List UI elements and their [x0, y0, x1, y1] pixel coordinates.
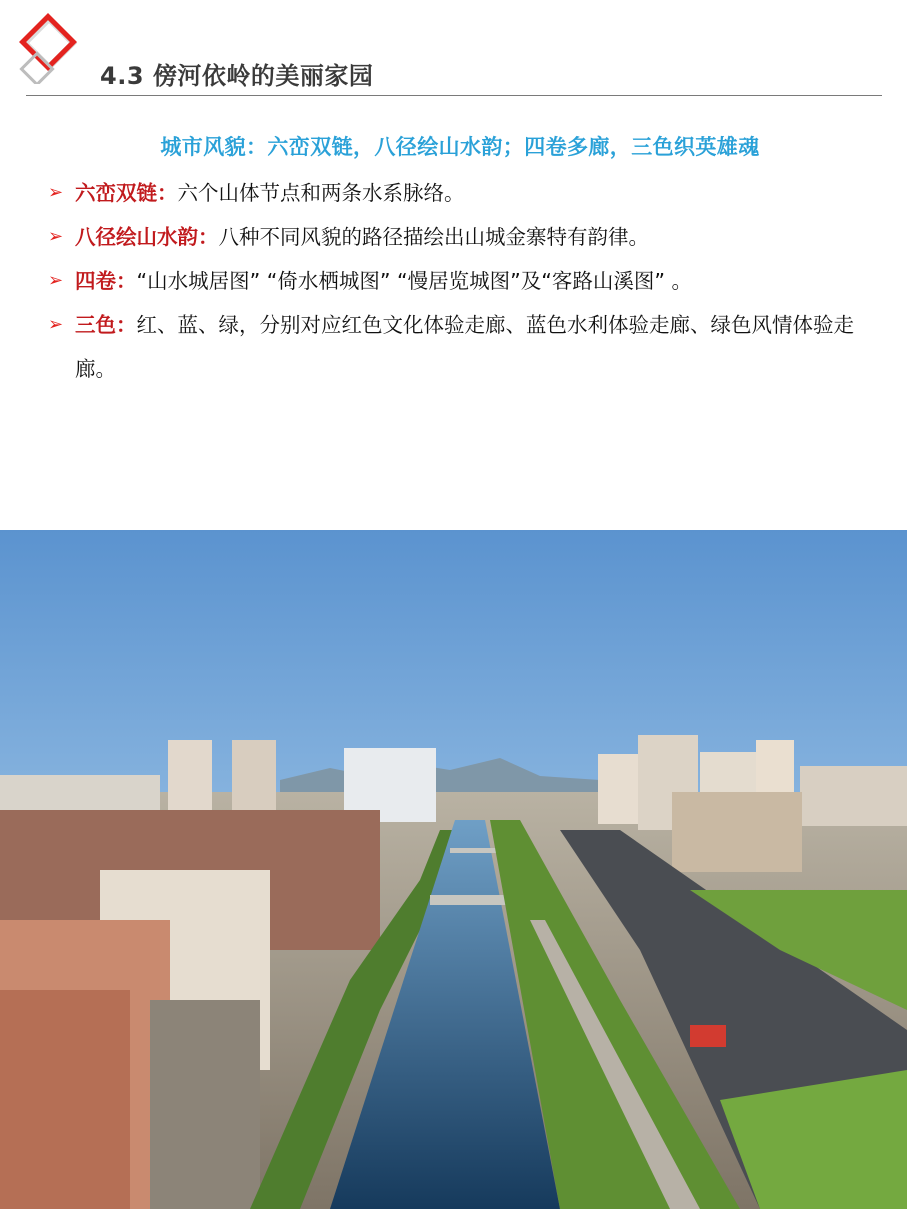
- diamond-logo-icon: [10, 12, 86, 84]
- arrow-bullet-icon: ➢: [48, 226, 64, 247]
- arrow-bullet-icon: ➢: [48, 270, 64, 291]
- subtitle: 城市风貌：六峦双链，八径绘山水韵；四卷多廊，三色织英雄魂: [160, 135, 760, 159]
- arrow-bullet-icon: ➢: [48, 314, 64, 335]
- aerial-city-river-photo: [0, 530, 907, 1209]
- bullet-item: [48, 259, 868, 303]
- bullet-key: 八径绘山水韵：: [75, 225, 219, 249]
- bullet-item: [48, 171, 868, 215]
- bullet-item: [48, 215, 868, 259]
- arrow-bullet-icon: ➢: [48, 182, 64, 203]
- bullet-text: “山水城居图” “倚水栖城图” “慢居览城图”及“客路山溪图” 。: [136, 269, 693, 293]
- bullet-key: 四卷：: [75, 269, 137, 293]
- bullet-text: 六个山体节点和两条水系脉络。: [177, 181, 465, 205]
- bullet-text: 八种不同风貌的路径描绘出山城金寨特有韵律。: [218, 225, 649, 249]
- title-divider: [26, 95, 882, 96]
- page-title: 4.3 傍河依岭的美丽家园: [100, 62, 374, 90]
- bullet-list: [48, 171, 868, 391]
- bullet-item: [48, 303, 868, 391]
- bullet-text: 红、蓝、绿，分别对应红色文化体验走廊、蓝色水利体验走廊、绿色风情体验走廊。: [75, 313, 854, 381]
- bullet-key: 三色：: [75, 313, 137, 337]
- bullet-key: 六峦双链：: [75, 181, 178, 205]
